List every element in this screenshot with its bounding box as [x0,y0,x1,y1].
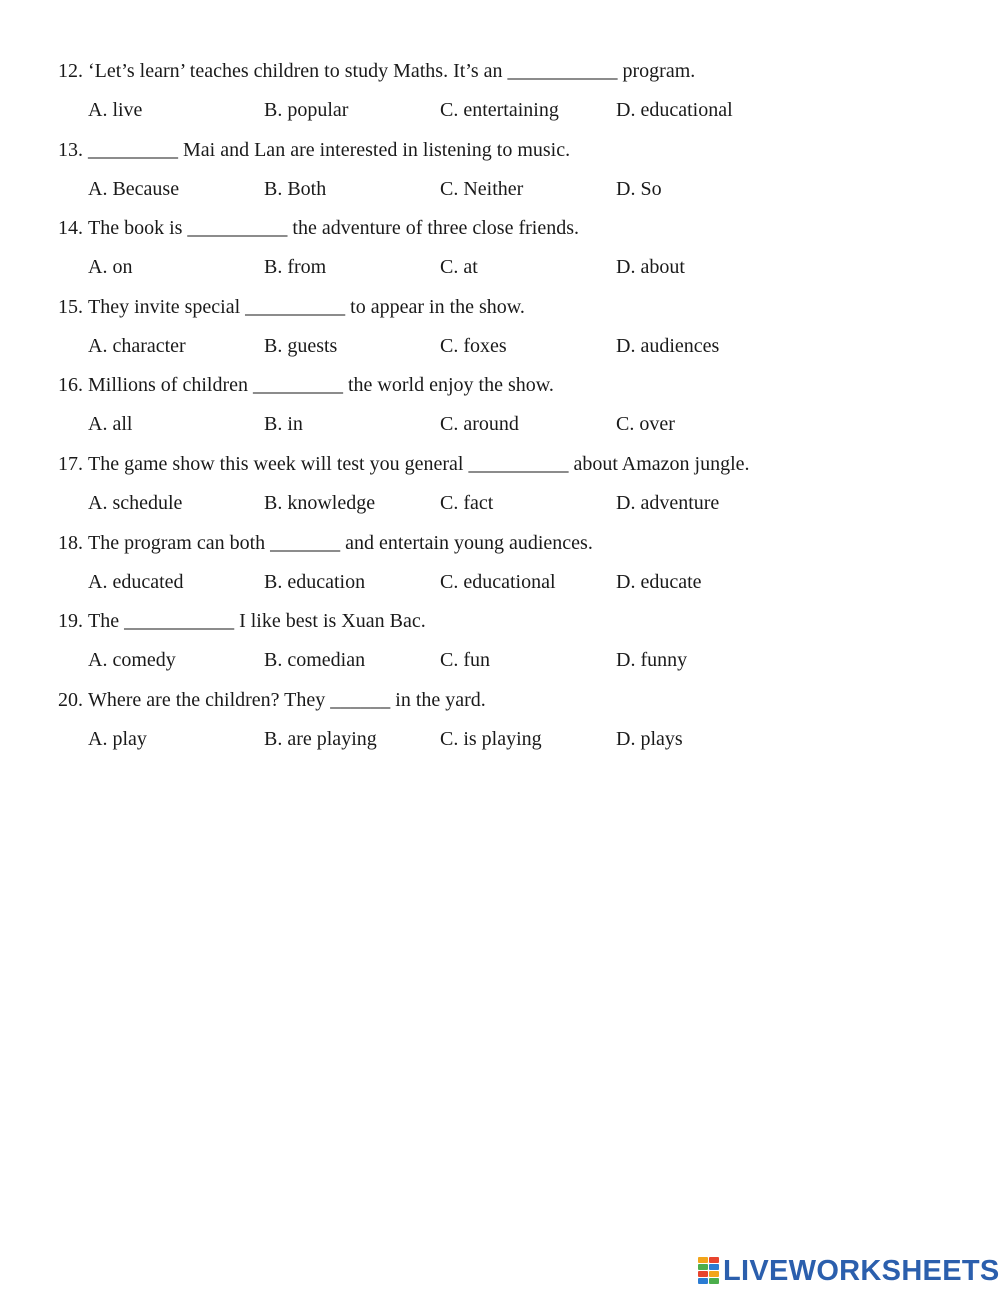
option-c: C. fact [440,491,494,514]
question-19 [58,604,958,683]
option-a: A. live [88,99,143,121]
option-b: B. Both [264,177,327,200]
option-c: C. at [440,256,478,279]
question-13 [58,133,958,212]
option-c: C. Neither [440,177,524,200]
question-text: Millions of children _________ the world enjoy the show. [88,374,554,397]
liveworksheets-logo[interactable] [698,1254,1000,1288]
option-d: D. about [616,256,685,279]
option-a: A. Because [88,177,180,200]
option-c: C. entertaining [440,99,559,121]
option-a: A. educated [88,570,184,593]
question-text: Where are the children? They ______ in the yard. [88,688,486,711]
question-16 [58,368,958,447]
option-a: A. character [88,334,186,357]
option-c: C. educational [440,570,556,593]
question-text: The ___________ I like best is Xuan Bac. [88,610,426,633]
question-20 [58,683,958,762]
option-b: B. popular [264,99,349,121]
question-number: 14. [58,217,83,240]
option-d: D. audiences [616,334,720,357]
option-b: B. in [264,413,303,436]
question-number: 18. [58,531,83,554]
question-text: They invite special __________ to appear in the show. [88,295,525,318]
option-d: D. educate [616,570,702,593]
question-number: 16. [58,374,83,397]
question-15 [58,290,958,369]
option-c: C. fun [440,649,490,672]
worksheet [58,54,958,761]
question-number: 17. [58,452,83,475]
question-number: 13. [58,138,83,161]
question-text: The book is __________ the adventure of three close friends. [88,217,579,240]
option-b: B. guests [264,334,338,357]
question-18 [58,526,958,605]
option-b: B. comedian [264,649,366,672]
question-number: 20. [58,688,83,711]
option-a: A. schedule [88,491,183,514]
question-text: _________ Mai and Lan are interested in listening to music. [88,138,571,161]
option-b: B. knowledge [264,491,376,514]
option-c: C. is playing [440,727,542,750]
option-b: B. education [264,570,366,593]
option-a: A. play [88,727,147,750]
option-d: D. So [616,177,662,200]
question-number: 12. [58,60,83,82]
option-b: B. are playing [264,727,377,750]
option-d: D. educational [616,99,733,121]
liveworksheets-logo-text: LIVEWORKSHEETS [723,1254,1000,1287]
option-d: C. over [616,413,675,436]
option-a: A. all [88,413,133,436]
option-d: D. plays [616,727,683,750]
option-c: C. around [440,413,519,436]
question-number: 15. [58,295,83,318]
option-b: B. from [264,256,327,279]
question-text: The program can both _______ and entertain young audiences. [88,531,593,554]
question-number: 19. [58,610,83,633]
question-12 [58,54,958,133]
option-c: C. foxes [440,334,507,357]
question-17 [58,447,958,526]
option-a: A. comedy [88,649,176,672]
question-text: The game show this week will test you general __________ about Amazon jungle. [88,452,750,475]
question-14 [58,211,958,290]
option-d: D. funny [616,649,688,672]
option-a: A. on [88,256,133,279]
question-text: ‘Let’s learn’ teaches children to study Maths. It’s an ___________ program. [88,60,696,82]
liveworksheets-logo-icon [698,1257,720,1285]
option-d: D. adventure [616,491,720,514]
